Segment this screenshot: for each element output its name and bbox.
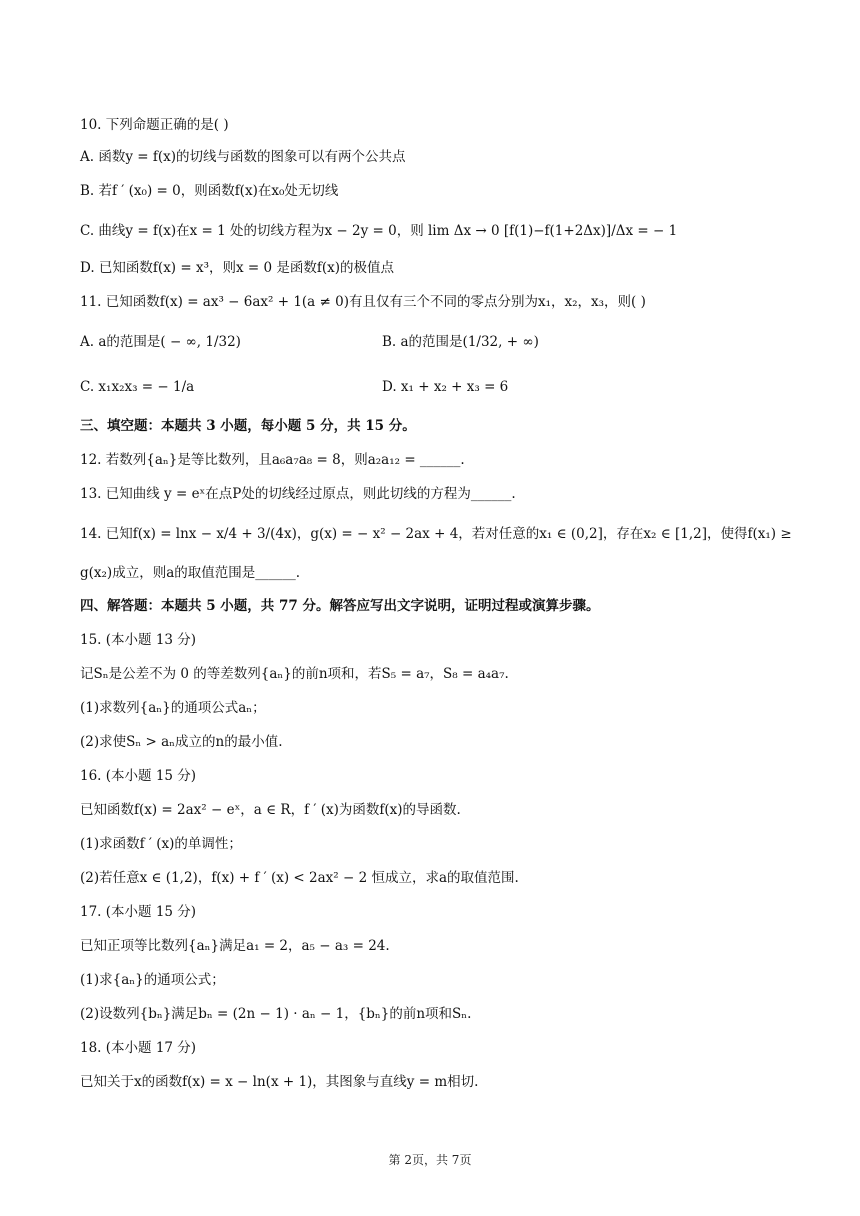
line-q11-d: D. x₁ + x₂ + x₃ = 6 (382, 379, 509, 395)
line-q18-stem: 已知关于x的函数f(x) = x − ln(x + 1)，其图象与直线y = m相切. (80, 1074, 479, 1090)
line-q13: 13. 已知曲线 y = eˣ在点P处的切线经过原点，则此切线的方程为______. (80, 486, 516, 502)
line-q16-stem: 已知函数f(x) = 2ax² − eˣ，a ∈ R，f ′ (x)为函数f(x)的导函数. (80, 802, 461, 818)
line-q17-1: (1)求{aₙ}的通项公式； (80, 972, 225, 988)
line-q17-2: (2)设数列{bₙ}满足bₙ = (2n − 1) · aₙ − 1，{bₙ}的前n项和Sₙ. (80, 1006, 472, 1022)
line-q16: 16. (本小题 15 分) (80, 768, 197, 784)
line-q11-c: C. x₁x₂x₃ = − 1/a (80, 379, 195, 395)
line-q15-stem: 记Sₙ是公差不为 0 的等差数列{aₙ}的前n项和，若S₅ = a₇，S₈ = a₄a₇. (80, 666, 509, 682)
line-q18: 18. (本小题 17 分) (80, 1040, 197, 1056)
section-fill-in: 三、填空题：本题共 3 小题，每小题 5 分，共 15 分。 (80, 418, 416, 434)
line-q10-a: A. 函数y = f(x)的切线与函数的图象可以有两个公共点 (80, 149, 406, 165)
line-q16-1: (1)求函数f ′ (x)的单调性； (80, 836, 242, 852)
line-q11-b: B. a的范围是(1/32, + ∞) (382, 334, 539, 350)
line-q17-stem: 已知正项等比数列{aₙ}满足a₁ = 2，a₅ − a₃ = 24. (80, 938, 390, 954)
section-answers: 四、解答题：本题共 5 小题，共 77 分。解答应写出文字说明，证明过程或演算步骤。 (80, 598, 600, 614)
line-q15-2: (2)求使Sₙ > aₙ成立的n的最小值. (80, 734, 283, 750)
line-q14-cont: g(x₂)成立，则a的取值范围是______. (80, 565, 301, 581)
line-q10-b: B. 若f ′ (x₀) = 0，则函数f(x)在x₀处无切线 (80, 183, 339, 199)
line-q10-c: C. 曲线y = f(x)在x = 1 处的切线方程为x − 2y = 0，则 lim Δx → 0 [f(1)−f(1+2Δx)]/Δx = − 1 (80, 223, 678, 239)
line-q15: 15. (本小题 13 分) (80, 632, 197, 648)
line-q11-a: A. a的范围是( − ∞, 1/32) (80, 334, 241, 350)
line-q15-1: (1)求数列{aₙ}的通项公式aₙ； (80, 700, 266, 716)
line-q11: 11. 已知函数f(x) = ax³ − 6ax² + 1(a ≠ 0)有且仅有三个不同的零点分别为x₁，x₂，x₃，则( ) (80, 294, 646, 310)
line-q10-d: D. 已知函数f(x) = x³，则x = 0 是函数f(x)的极值点 (80, 260, 395, 276)
page-footer: 第 2页，共 7页 (388, 1153, 472, 1167)
line-q17: 17. (本小题 15 分) (80, 904, 197, 920)
line-q16-2: (2)若任意x ∈ (1,2)，f(x) + f ′ (x) < 2ax² − 2 恒成立，求a的取值范围. (80, 870, 519, 886)
line-q10: 10. 下列命题正确的是( ) (80, 117, 229, 133)
line-q12: 12. 若数列{aₙ}是等比数列，且a₆a₇a₈ = 8，则a₂a₁₂ = ______. (80, 452, 465, 468)
line-q14: 14. 已知f(x) = lnx − x/4 + 3/(4x)，g(x) = − x² − 2ax + 4，若对任意的x₁ ∈ (0,2]，存在x₂ ∈ [1,2]，使得f(x₁) ≥ (80, 526, 792, 542)
